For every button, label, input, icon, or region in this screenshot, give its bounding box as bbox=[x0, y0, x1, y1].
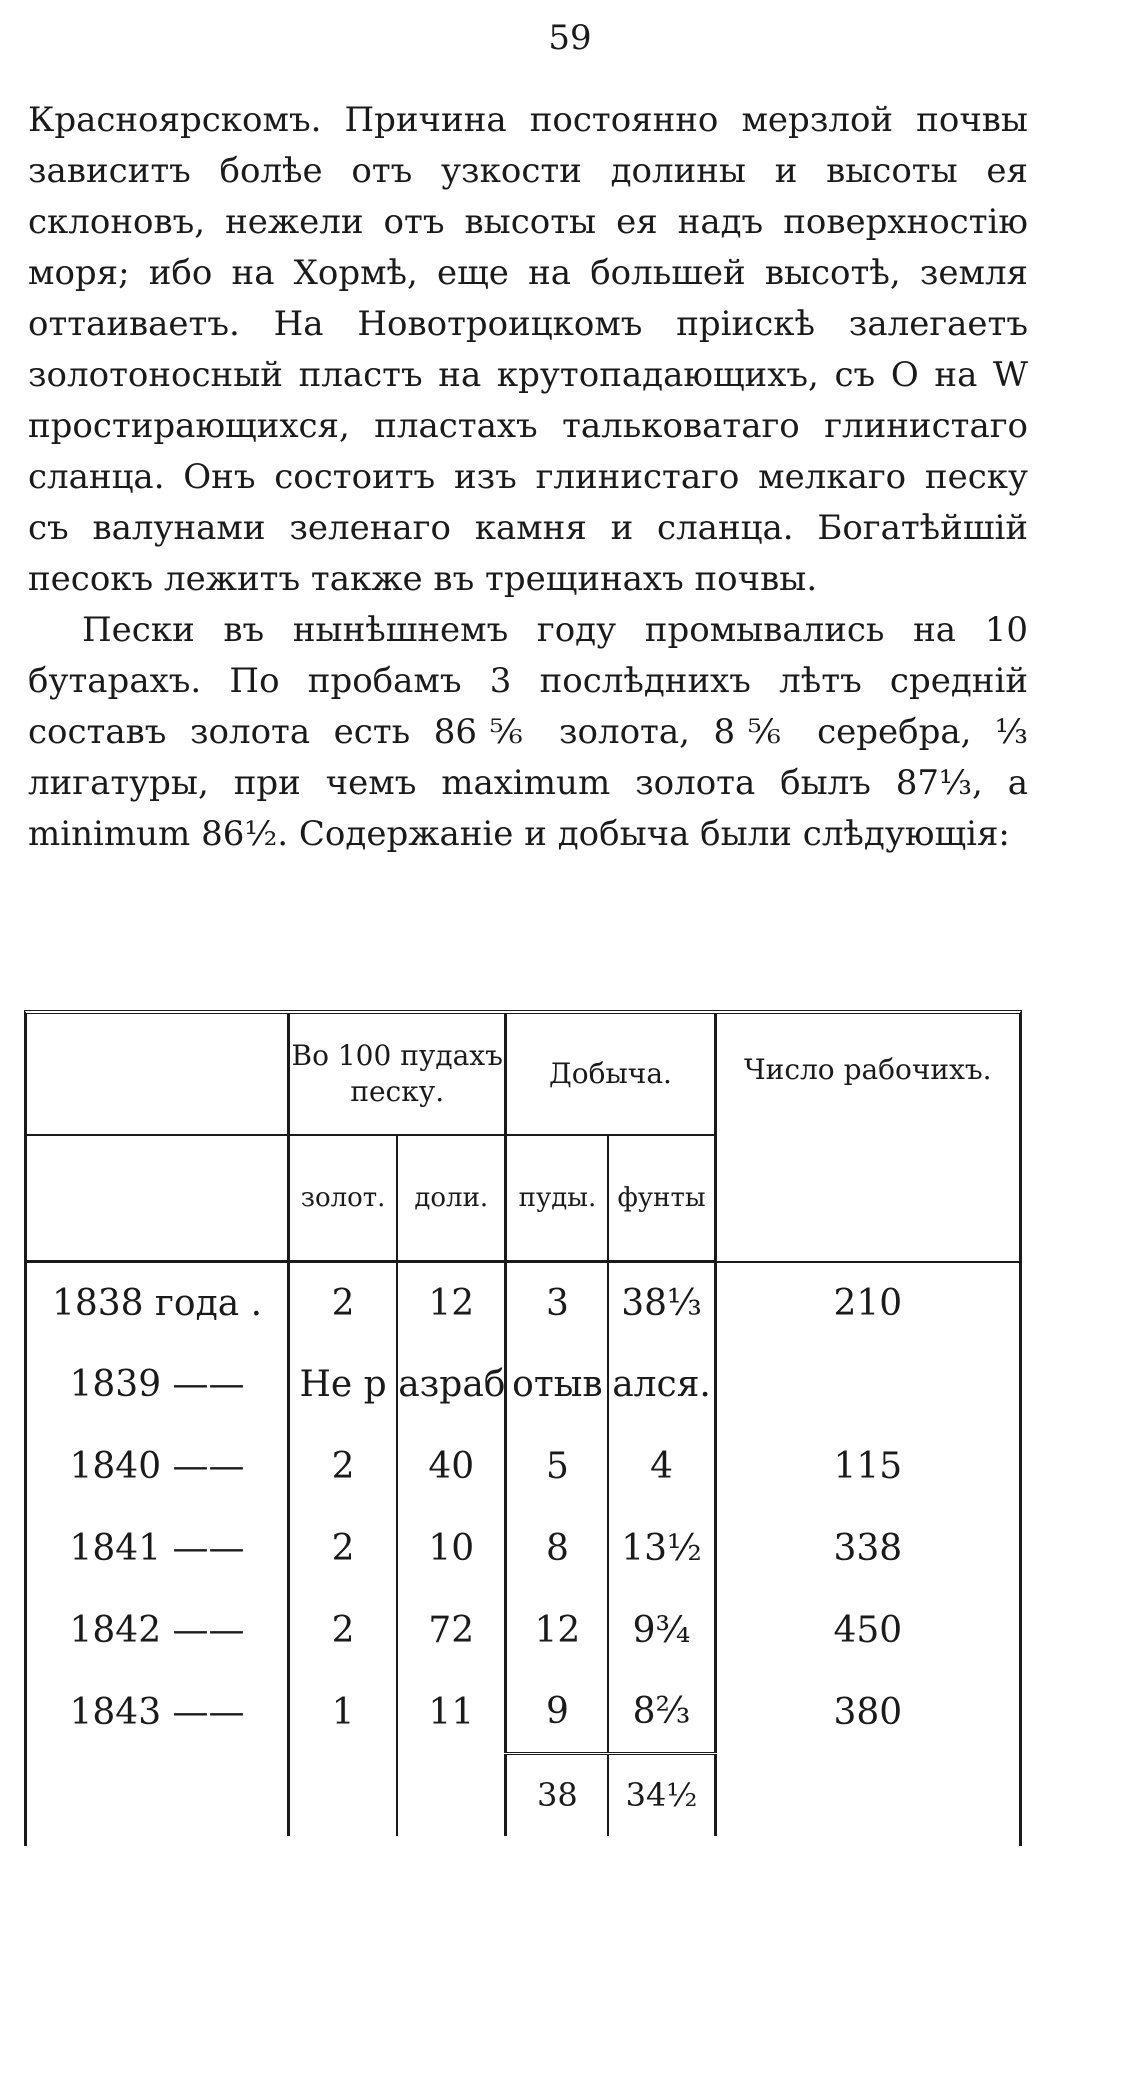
funty-cell: 38⅓ bbox=[608, 1262, 715, 1344]
workers-cell bbox=[715, 1344, 1019, 1426]
funty-cell: 4 bbox=[608, 1426, 715, 1508]
year-cell: 1842 —— bbox=[69, 1610, 245, 1651]
workers-cell: 115 bbox=[715, 1426, 1019, 1508]
zolot-cell: 2 bbox=[289, 1590, 398, 1672]
paragraph: Пески въ нынѣшнемъ году промывались на 10 бутарахъ. По пробамъ 3 послѣднихъ лѣтъ средній составъ золота есть 86⅚ золота, 8⅚ серебра, ⅓ лигатуры, при чемъ maximum золота былъ 87⅓, а minimum 86½. Содержаніе и добыча были слѣдующія: bbox=[28, 610, 1028, 854]
year-cell: 1839 —— bbox=[69, 1364, 245, 1405]
pudy-cell: 12 bbox=[506, 1590, 609, 1672]
body-text bbox=[28, 95, 1028, 860]
subheader-funty: фунты bbox=[608, 1135, 715, 1262]
header-workers: Число рабочихъ. bbox=[715, 1014, 1019, 1262]
subheader-pudy: пуды. bbox=[506, 1135, 609, 1262]
year-cell: 1840 —— bbox=[69, 1446, 245, 1487]
total-empty bbox=[397, 1754, 506, 1836]
zolot-cell: 1 bbox=[289, 1672, 398, 1754]
header-empty bbox=[27, 1135, 289, 1262]
funty-cell: 9¾ bbox=[608, 1590, 715, 1672]
doli-cell: 10 bbox=[397, 1508, 506, 1590]
doli-cell: 40 bbox=[397, 1426, 506, 1508]
subheader-zolot: золот. bbox=[289, 1135, 398, 1262]
subheader-doli: доли. bbox=[397, 1135, 506, 1262]
funty-cell: ался. bbox=[608, 1344, 715, 1426]
table-row bbox=[27, 1344, 1019, 1426]
table-row bbox=[27, 1426, 1019, 1508]
page-number: 59 bbox=[548, 18, 592, 58]
table-row bbox=[27, 1262, 1019, 1344]
zolot-cell: 2 bbox=[289, 1426, 398, 1508]
doli-cell: азраб bbox=[397, 1344, 506, 1426]
total-pudy: 38 bbox=[506, 1754, 609, 1836]
table-row bbox=[27, 1508, 1019, 1590]
table-row bbox=[27, 1590, 1019, 1672]
pudy-cell: 5 bbox=[506, 1426, 609, 1508]
workers-cell: 450 bbox=[715, 1590, 1019, 1672]
workers-cell: 210 bbox=[715, 1262, 1019, 1344]
workers-cell: 338 bbox=[715, 1508, 1019, 1590]
doli-cell: 72 bbox=[397, 1590, 506, 1672]
pudy-cell: 9 bbox=[506, 1672, 609, 1754]
doli-cell: 11 bbox=[397, 1672, 506, 1754]
zolot-cell: 2 bbox=[289, 1508, 398, 1590]
header-content-group: Во 100 пудахъ песку. bbox=[289, 1014, 506, 1135]
pudy-cell: отыв bbox=[506, 1344, 609, 1426]
funty-cell: 8⅔ bbox=[608, 1672, 715, 1754]
header-empty bbox=[27, 1014, 289, 1135]
total-row bbox=[27, 1754, 1019, 1836]
year-cell: 1843 —— bbox=[69, 1692, 245, 1733]
table-row bbox=[27, 1672, 1019, 1754]
zolot-cell: 2 bbox=[289, 1262, 398, 1344]
total-empty bbox=[715, 1754, 1019, 1836]
zolot-cell: Не р bbox=[289, 1344, 398, 1426]
paragraph: Красноярскомъ. Причина постоянно мерзлой почвы зависитъ болѣе отъ узкости долины и высоты ея склоновъ, нежели отъ высоты ея надъ поверхностію моря; ибо на Хормѣ, еще на большей высотѣ, земля оттаиваетъ. На Новотроицкомъ пріискѣ залегаетъ золотоносный пластъ на крутопадающихъ, съ O на W простирающихся, пластахъ тальковатаго глинистаго сланца. Онъ состоитъ изъ глинистаго мелкаго песку съ валунами зеленаго камня и сланца. Богатѣйшій песокъ лежитъ также въ трещинахъ почвы. bbox=[28, 100, 1028, 599]
year-cell: 1838 года . bbox=[51, 1282, 263, 1324]
doli-cell: 12 bbox=[397, 1262, 506, 1344]
workers-cell: 380 bbox=[715, 1672, 1019, 1754]
pudy-cell: 3 bbox=[506, 1262, 609, 1344]
header-output-group: Добыча. bbox=[506, 1014, 715, 1135]
total-empty bbox=[289, 1754, 398, 1836]
funty-cell: 13½ bbox=[608, 1508, 715, 1590]
total-funty: 34½ bbox=[608, 1754, 715, 1836]
pudy-cell: 8 bbox=[506, 1508, 609, 1590]
production-table bbox=[24, 1010, 1022, 1846]
year-cell: 1841 —— bbox=[69, 1528, 245, 1569]
total-empty bbox=[27, 1754, 289, 1836]
